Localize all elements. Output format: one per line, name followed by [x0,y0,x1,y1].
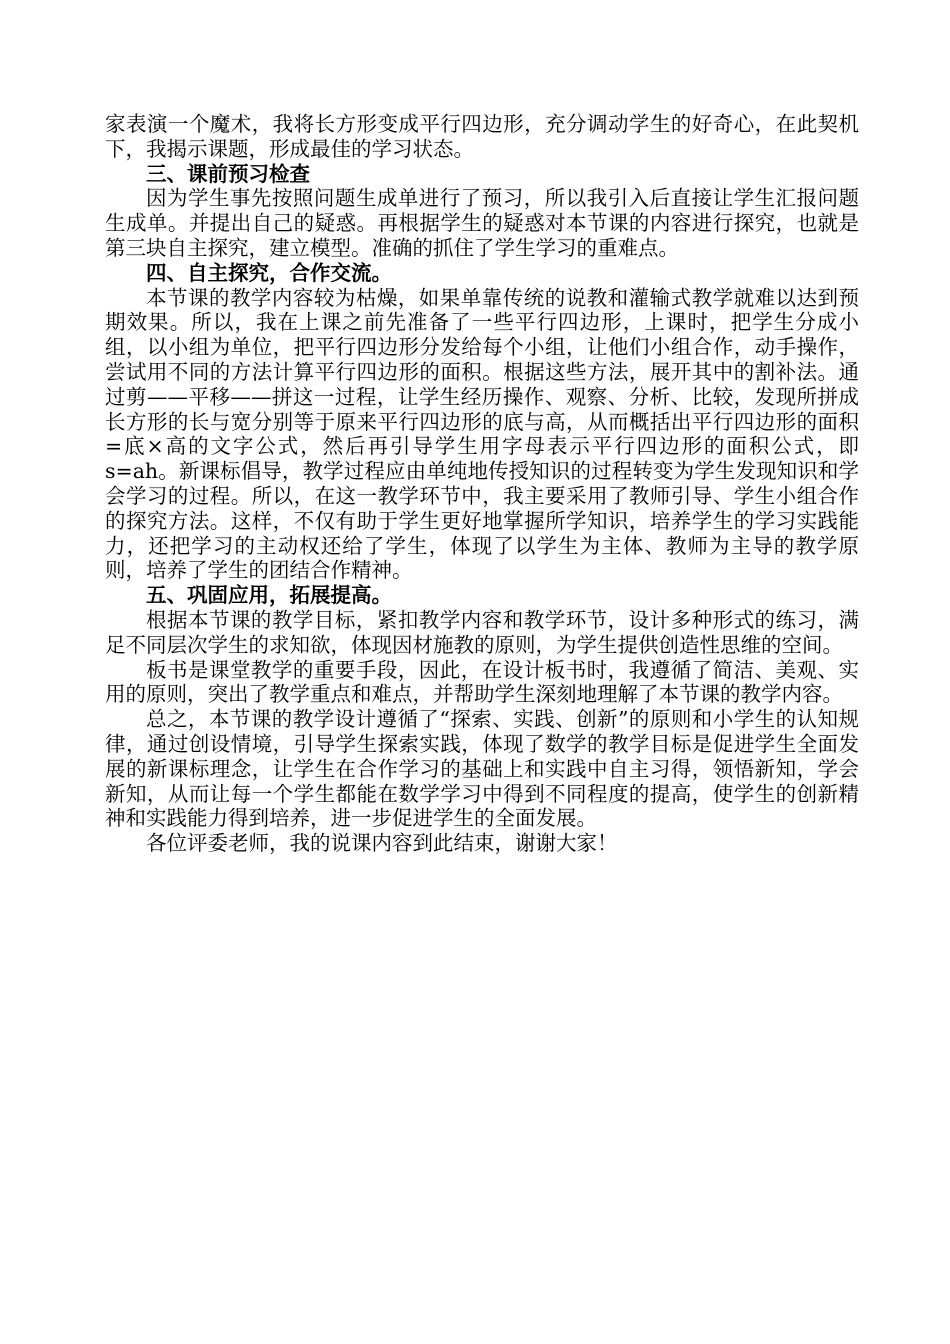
section-heading-preview-check: 三、课前预习检查 [146,161,310,186]
section-heading-self-exploration: 四、自主探究，合作交流。 [146,260,392,285]
practice-design-paragraph: 根据本节课的教学目标，紧扣教学内容和教学环节，设计多种形式的练习，满足不同层次学生的求知欲，体现因材施教的原则，为学生提供创造性思维的空间。 [105,607,859,657]
section-preview-check-paragraph: 因为学生事先按照问题生成单进行了预习，所以我引入后直接让学生汇报问题生成单。并提出自己的疑惑。再根据学生的疑惑对本节课的内容进行探究，也就是第三块自主探究，建立模型。准确的抓住了学生学习的重难点。 [105,186,859,260]
section-self-exploration-paragraph: 本节课的教学内容较为枯燥，如果单靠传统的说教和灌输式教学就难以达到预期效果。所以，我在上课之前先准备了一些平行四边形，上课时，把学生分成小组，以小组为单位，把平行四边形分发给每个小组，让他们小组合作，动手操作，尝试用不同的方法计算平行四边形的面积。根据这些方法，展开其中的割补法。通过剪——平移——拼这一过程，让学生经历操作、观察、分析、比较，发现所拼成长方形的长与宽分别等于原来平行四边形的底与高，从而概括出平行四边形的面积=底×高的文字公式，然后再引导学生用字母表示平行四边形的面积公式，即 s=ah。新课标倡导，教学过程应由单纯地传授知识的过程转变为学生发现知识和学会学习的过程。所以，在这一教学环节中，我主要采用了教师引导、学生小组合作的探究方法。这样，不仅有助于学生更好地掌握所学知识，培养学生的学习实践能力，还把学习的主动权还给了学生，体现了以学生为主体、教师为主导的教学原则，培养了学生的团结合作精神。 [105,285,859,583]
blackboard-design-paragraph: 板书是课堂教学的重要手段，因此，在设计板书时，我遵循了简洁、美观、实用的原则，突出了教学重点和难点，并帮助学生深刻地理解了本节课的教学内容。 [105,657,859,707]
section-heading-consolidation: 五、巩固应用，拓展提高。 [146,583,392,608]
closing-paragraph: 各位评委老师，我的说课内容到此结束，谢谢大家！ [146,831,618,856]
intro-paragraph: 家表演一个魔术，我将长方形变成平行四边形，充分调动学生的好奇心，在此契机下，我揭示课题，形成最佳的学习状态。 [105,112,859,161]
summary-paragraph: 总之，本节课的教学设计遵循了“探索、实践、创新”的原则和小学生的认知规律，通过创设情境，引导学生探索实践，体现了数学的教学目标是促进学生全面发展的新课标理念，让学生在合作学习的基础上和实践中自主习得，领悟新知，学会新知，从而让每一个学生都能在数学学习中得到不同程度的提高，使学生的创新精神和实践能力得到培养，进一步促进学生的全面发展。 [105,707,859,831]
document-body [105,112,859,856]
